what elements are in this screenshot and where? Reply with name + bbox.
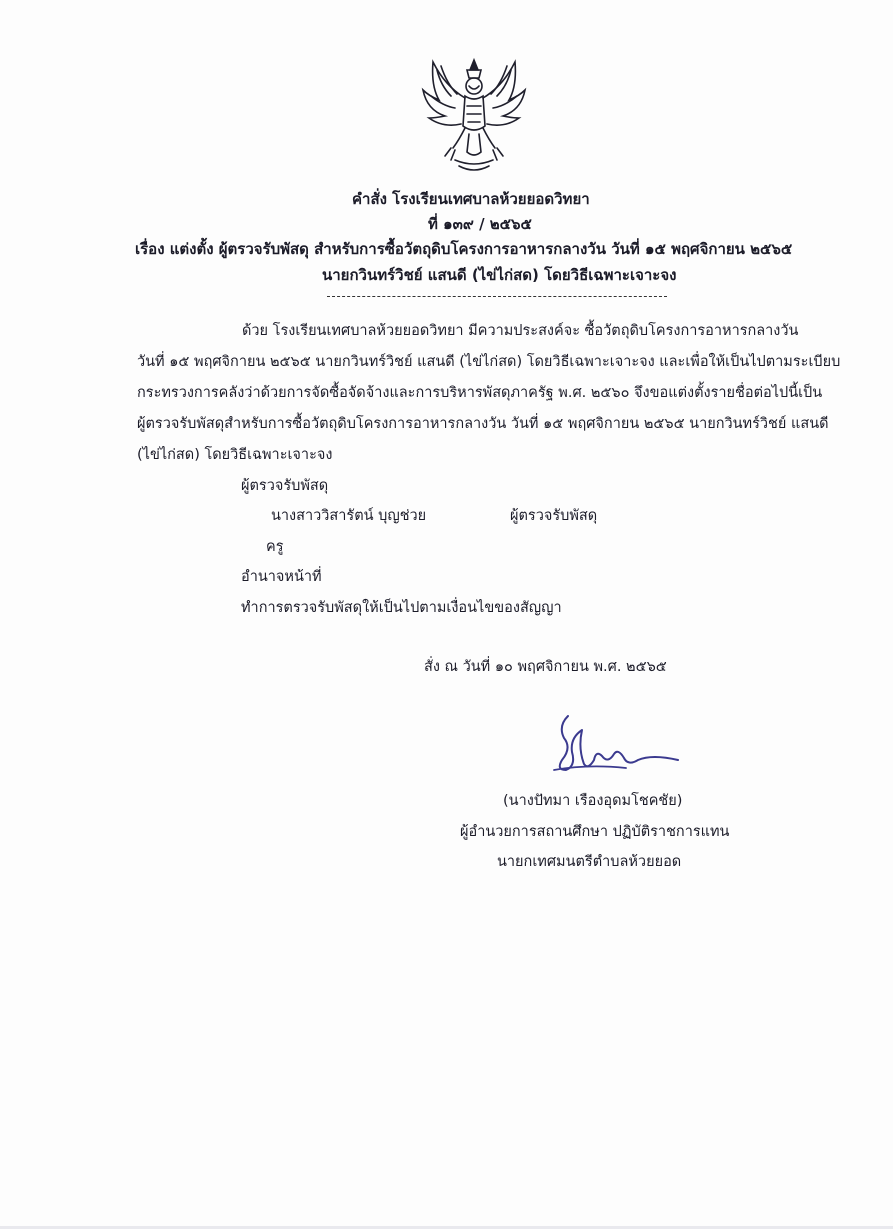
order-title: คำสั่ง โรงเรียนเทศบาลห้วยยอดวิทยา	[352, 190, 590, 208]
inspector-name: นางสาววิสารัตน์ บุญช่วย	[271, 508, 427, 524]
order-number: ที่ ๑๓๙ / ๒๕๖๕	[428, 215, 532, 233]
signer-title-2: นายกเทศมนตรีตำบลห้วยยอด	[497, 854, 682, 870]
subject-line-2: นายกวินทร์วิชย์ แสนดี (ไข่ไก่สด) โดยวิธีเฉพาะเจาะจง	[322, 266, 677, 284]
body-line-2: วันที่ ๑๕ พฤศจิกายน ๒๕๖๕ นายกวินทร์วิชย์ แสนดี (ไข่ไก่สด) โดยวิธีเฉพาะเจาะจง และเพื่อให้เป็นไปตามระเบียบ	[137, 354, 841, 370]
signature-icon	[548, 708, 688, 788]
body-line-4: ผู้ตรวจรับพัสดุสำหรับการซื้อวัตถุดิบโครงการอาหารกลางวัน วันที่ ๑๕ พฤศจิกายน ๒๕๖๕ นายกวินทร์วิชย์ แสนดี	[137, 416, 829, 432]
order-date: สั่ง ณ วันที่ ๑๐ พฤศจิกายน พ.ศ. ๒๕๖๕	[424, 659, 667, 675]
garuda-emblem-icon	[415, 56, 533, 178]
header-divider	[327, 296, 667, 297]
inspector-position: ครู	[266, 539, 284, 555]
duty-text: ทำการตรวจรับพัสดุให้เป็นไปตามเงื่อนไขของสัญญา	[241, 600, 562, 616]
signer-title: ผู้อำนวยการสถานศึกษา ปฏิบัติราชการแทน	[460, 824, 730, 840]
duty-heading: อำนาจหน้าที่	[241, 569, 322, 585]
body-line-3: กระทรวงการคลังว่าด้วยการจัดซื้อจัดจ้างและการบริหารพัสดุภาครัฐ พ.ศ. ๒๕๖๐ จึงขอแต่งตั้งรายชื่อต่อไปนี้เป็น	[137, 385, 823, 401]
inspector-heading: ผู้ตรวจรับพัสดุ	[241, 478, 329, 494]
body-line-1: ด้วย โรงเรียนเทศบาลห้วยยอดวิทยา มีความประสงค์จะ ซื้อวัตถุดิบโครงการอาหารกลางวัน	[242, 323, 799, 339]
signer-name: (นางปัทมา เรืองอุดมโชคชัย)	[503, 793, 683, 809]
subject-line-1: เรื่อง แต่งตั้ง ผู้ตรวจรับพัสดุ สำหรับการซื้อวัตถุดิบโครงการอาหารกลางวัน วันที่ ๑๕ พฤศจิกายน ๒๕๖๕	[135, 240, 793, 258]
body-line-5: (ไข่ไก่สด) โดยวิธีเฉพาะเจาะจง	[137, 447, 333, 463]
inspector-role: ผู้ตรวจรับพัสดุ	[510, 508, 598, 524]
